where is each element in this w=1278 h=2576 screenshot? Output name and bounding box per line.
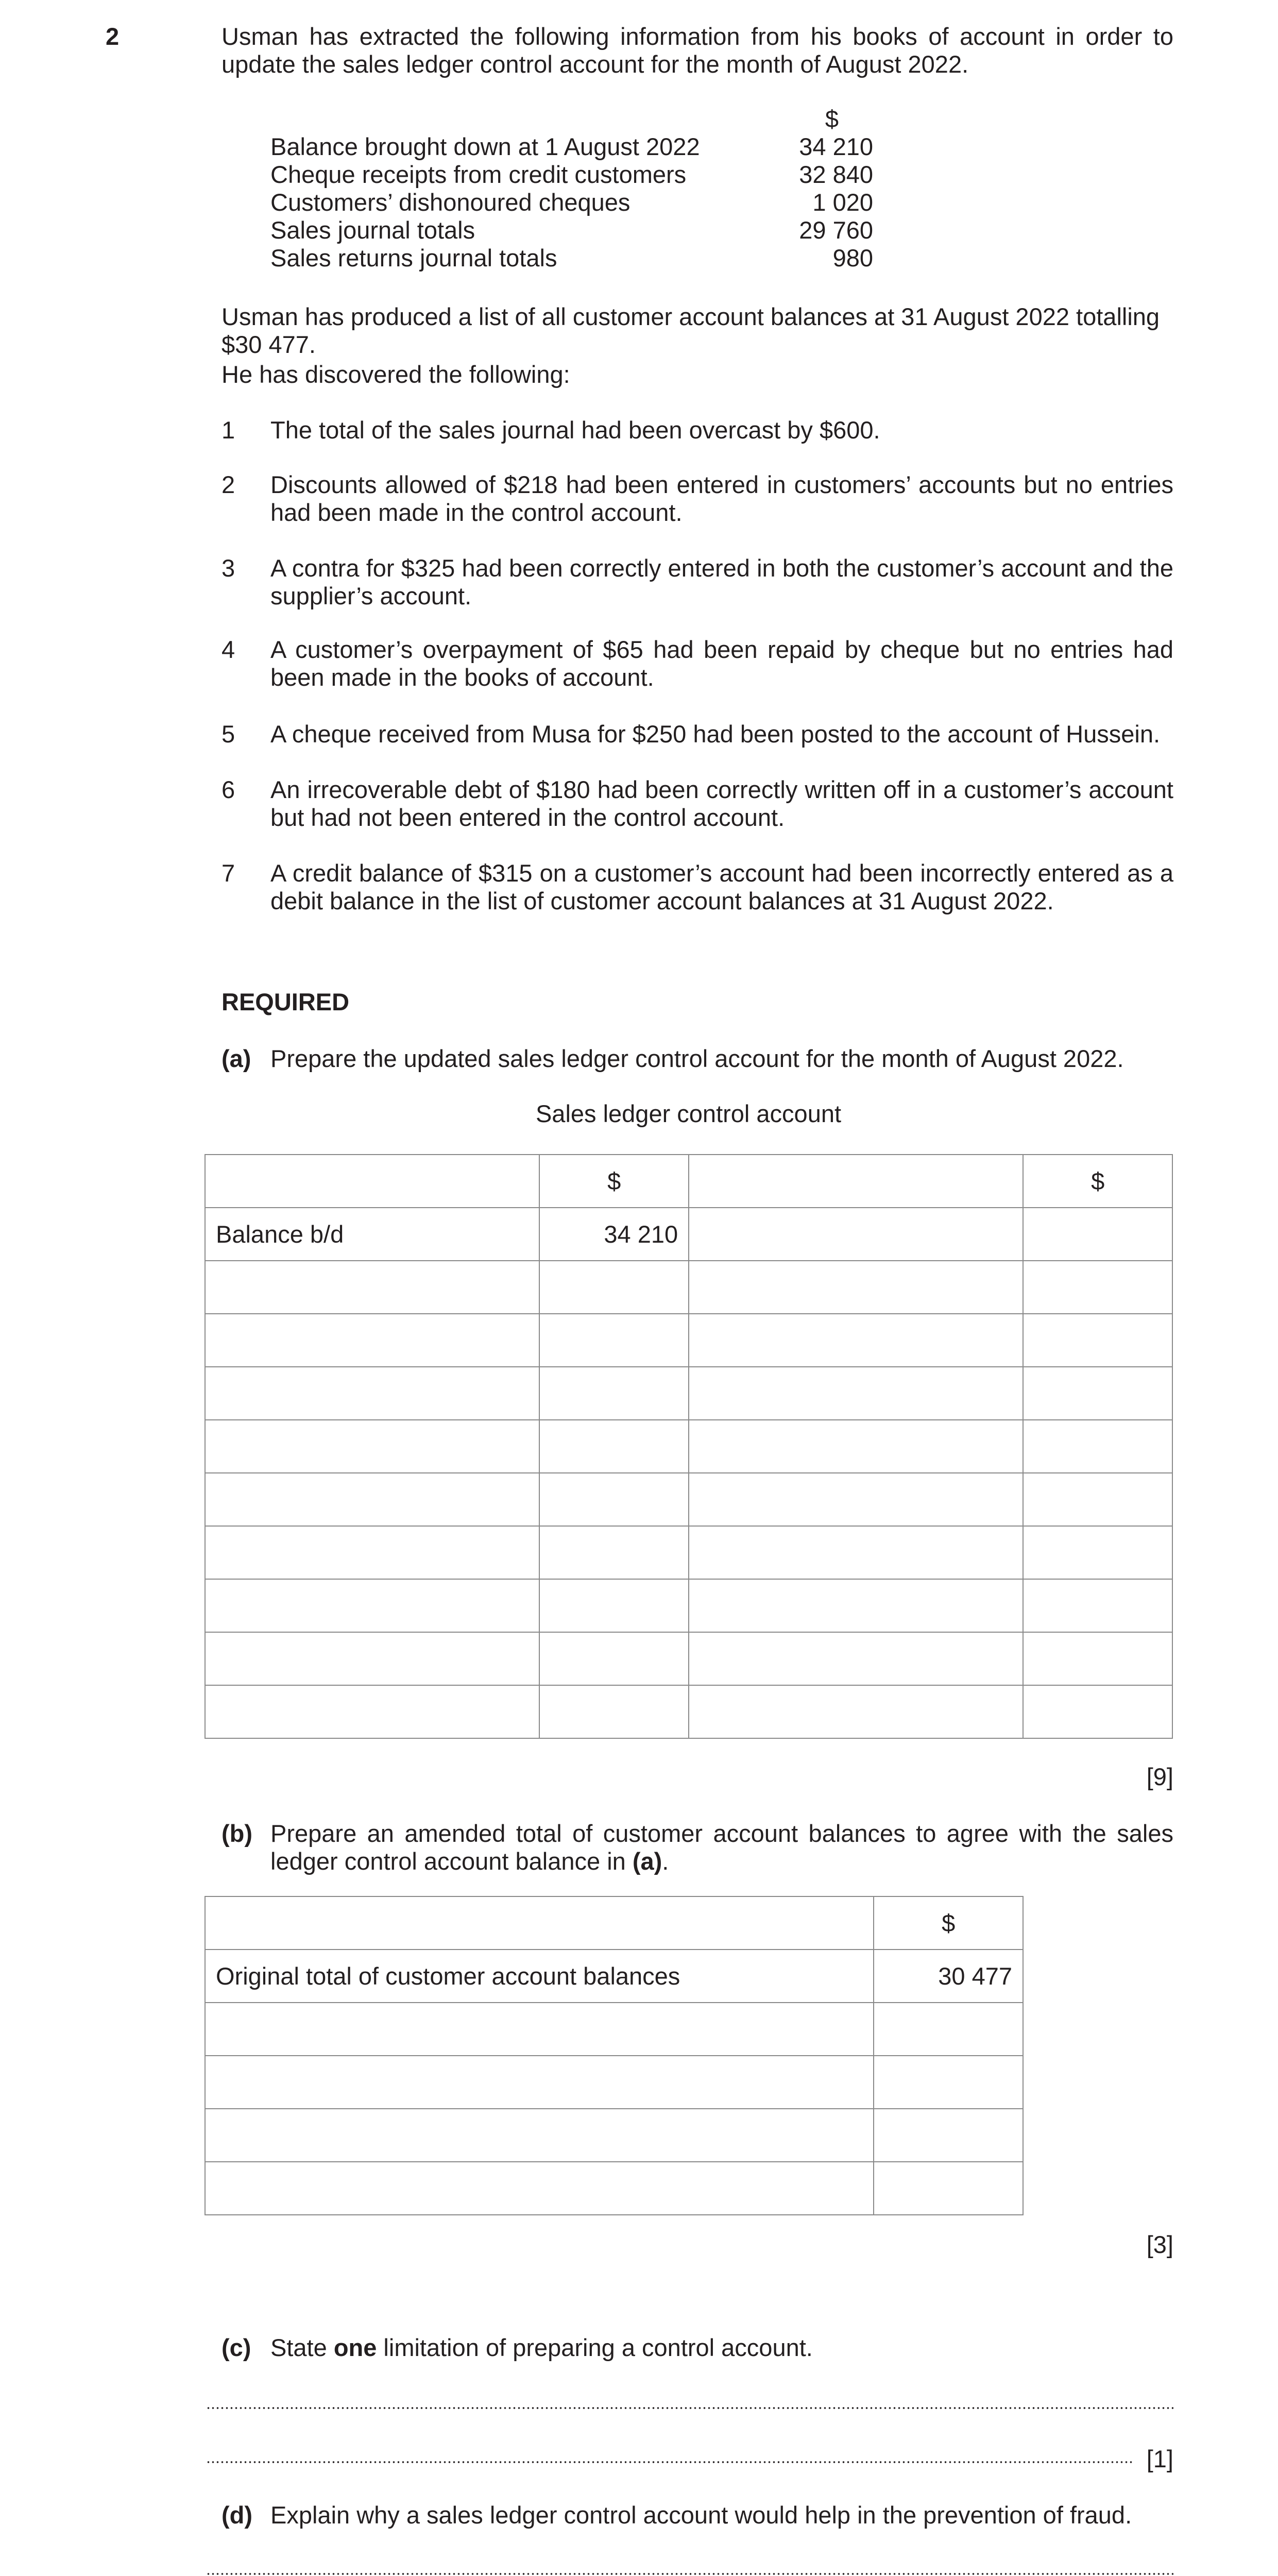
ledger-balance-value: 34 210 bbox=[539, 1208, 689, 1261]
ledger-cell bbox=[689, 1685, 1023, 1738]
ledger-row bbox=[205, 1579, 1172, 1632]
ledger-cell bbox=[539, 1420, 689, 1473]
ledger-cell bbox=[689, 1579, 1023, 1632]
item-text: A cheque received from Musa for $250 had been posted to the account of Hussein. bbox=[270, 720, 1161, 748]
amended-cell bbox=[874, 2162, 1023, 2215]
ledger-cell bbox=[1023, 1579, 1172, 1632]
balance-row bbox=[270, 216, 873, 244]
ledger-cell bbox=[539, 1579, 689, 1632]
ledger-cell bbox=[689, 1208, 1023, 1261]
amended-original-value: 30 477 bbox=[874, 1950, 1023, 2003]
ledger-cell bbox=[539, 1314, 689, 1367]
ledger-cell bbox=[539, 1473, 689, 1526]
part-c-marks: [1] bbox=[1146, 2445, 1173, 2472]
part-c-text-end: limitation of preparing a control account. bbox=[377, 2334, 813, 2361]
part-b-text-end: . bbox=[662, 1848, 669, 1875]
part-b-text-ref: (a) bbox=[632, 1848, 662, 1875]
part-c-text bbox=[270, 2334, 1173, 2362]
part-d-text: Explain why a sales ledger control account would help in the prevention of fraud. bbox=[270, 2501, 1132, 2529]
ledger-row bbox=[205, 1314, 1172, 1367]
ledger-cell bbox=[1023, 1420, 1172, 1473]
ledger-cell bbox=[1023, 1685, 1172, 1738]
ledger-cell bbox=[205, 1473, 539, 1526]
item-text: An irrecoverable debt of $180 had been correctly written off in a customer’s account but had not been entered in the control account. bbox=[270, 776, 1173, 831]
item-text: The total of the sales journal had been overcast by $600. bbox=[270, 416, 880, 444]
balances-currency-header: $ bbox=[825, 105, 839, 132]
ledger-cell bbox=[689, 1526, 1023, 1579]
ledger-cell bbox=[689, 1261, 1023, 1314]
ledger-balance-label: Balance b/d bbox=[205, 1208, 539, 1261]
ledger-cell bbox=[689, 1314, 1023, 1367]
balance-row bbox=[270, 161, 873, 189]
amended-cell bbox=[874, 2056, 1023, 2109]
ledger-cell bbox=[1023, 1367, 1172, 1420]
amended-row bbox=[205, 2109, 1023, 2162]
ledger-cell bbox=[539, 1367, 689, 1420]
amended-cell bbox=[205, 2056, 874, 2109]
balance-value: 34 210 bbox=[799, 133, 873, 160]
amended-original-label: Original total of customer account balances bbox=[205, 1950, 874, 2003]
part-b-text bbox=[270, 1820, 1173, 1875]
balance-row bbox=[270, 133, 873, 161]
ledger-cell bbox=[205, 1314, 539, 1367]
ledger-cell bbox=[205, 1420, 539, 1473]
item-number: 1 bbox=[221, 416, 235, 444]
amended-row bbox=[205, 2003, 1023, 2056]
answer-line[interactable] bbox=[206, 2461, 1133, 2463]
question-intro: Usman has extracted the following information from his books of account in order to update the sales ledger control account for the month of August 2022. bbox=[221, 23, 1173, 78]
ledger-cell bbox=[1023, 1632, 1172, 1685]
part-c-text-emphasis: one bbox=[333, 2334, 377, 2361]
balance-row bbox=[270, 189, 873, 216]
item-number: 4 bbox=[221, 636, 235, 663]
ledger-cell bbox=[205, 1632, 539, 1685]
ledger-cell bbox=[1023, 1473, 1172, 1526]
ledger-cell bbox=[205, 1685, 539, 1738]
ledger-cell bbox=[1023, 1261, 1172, 1314]
ledger-cell bbox=[539, 1261, 689, 1314]
ledger-cell bbox=[205, 1526, 539, 1579]
item-text: A customer’s overpayment of $65 had been repaid by cheque but no entries had been made in the books of account. bbox=[270, 636, 1173, 691]
ledger-row bbox=[205, 1208, 1172, 1261]
amended-cell bbox=[205, 2162, 874, 2215]
item-number: 7 bbox=[221, 859, 235, 887]
balance-label: Cheque receipts from credit customers bbox=[270, 161, 687, 188]
ledger-row bbox=[205, 1685, 1172, 1738]
part-c-text-start: State bbox=[270, 2334, 334, 2361]
item-number: 6 bbox=[221, 776, 235, 803]
ledger-cell bbox=[205, 1261, 539, 1314]
required-heading: REQUIRED bbox=[221, 988, 350, 1015]
amended-currency: $ bbox=[874, 1896, 1023, 1950]
ledger-row bbox=[205, 1632, 1172, 1685]
part-b-text-main: Prepare an amended total of customer account balances to agree with the sales ledger control account balance in bbox=[270, 1820, 1173, 1875]
ledger-cell bbox=[539, 1526, 689, 1579]
ledger-cell bbox=[539, 1685, 689, 1738]
ledger-cell bbox=[689, 1155, 1023, 1208]
balance-value: 29 760 bbox=[799, 216, 873, 244]
item-text: A credit balance of $315 on a customer’s account had been incorrectly entered as a debit balance in the list of customer account balances at 31 August 2022. bbox=[270, 859, 1173, 914]
ledger-row bbox=[205, 1420, 1172, 1473]
ledger-row bbox=[205, 1526, 1172, 1579]
discovered-heading: He has discovered the following: bbox=[221, 361, 570, 388]
balance-value: 980 bbox=[832, 244, 873, 272]
ledger-header-row bbox=[205, 1155, 1172, 1208]
amended-row bbox=[205, 2056, 1023, 2109]
amended-cell bbox=[205, 1896, 874, 1950]
amended-row bbox=[205, 2162, 1023, 2215]
ledger-row bbox=[205, 1473, 1172, 1526]
item-text: Discounts allowed of $218 had been entered in customers’ accounts but no entries had been made in the control account. bbox=[270, 471, 1173, 526]
part-a-marks: [9] bbox=[1146, 1763, 1173, 1790]
amended-cell bbox=[874, 2109, 1023, 2162]
amended-balances-table bbox=[205, 1896, 1024, 2215]
sales-ledger-control-table bbox=[205, 1154, 1173, 1739]
ledger-debit-currency: $ bbox=[539, 1155, 689, 1208]
ledger-cell bbox=[689, 1367, 1023, 1420]
item-number: 3 bbox=[221, 554, 235, 582]
ledger-row bbox=[205, 1261, 1172, 1314]
part-d-label: (d) bbox=[221, 2501, 253, 2529]
customer-list-total: Usman has produced a list of all customer account balances at 31 August 2022 totalling $30 477. bbox=[221, 303, 1160, 358]
amended-cell bbox=[205, 2109, 874, 2162]
part-a-label: (a) bbox=[221, 1045, 251, 1072]
balances-list bbox=[270, 133, 873, 272]
answer-line[interactable] bbox=[206, 2407, 1173, 2409]
ledger-cell bbox=[689, 1473, 1023, 1526]
ledger-cell bbox=[689, 1420, 1023, 1473]
question-number: 2 bbox=[106, 23, 120, 50]
ledger-cell bbox=[539, 1632, 689, 1685]
balance-value: 1 020 bbox=[812, 189, 873, 216]
balance-value: 32 840 bbox=[799, 161, 873, 188]
ledger-cell bbox=[1023, 1526, 1172, 1579]
ledger-cell bbox=[1023, 1314, 1172, 1367]
item-number: 5 bbox=[221, 720, 235, 748]
part-c-label: (c) bbox=[221, 2334, 251, 2361]
amended-cell bbox=[205, 2003, 874, 2056]
balance-label: Customers’ dishonoured cheques bbox=[270, 189, 631, 216]
balance-row bbox=[270, 244, 873, 272]
ledger-cell bbox=[205, 1367, 539, 1420]
part-a-text: Prepare the updated sales ledger control account for the month of August 2022. bbox=[270, 1045, 1124, 1072]
ledger-cell bbox=[689, 1632, 1023, 1685]
ledger-cell bbox=[205, 1579, 539, 1632]
balance-label: Balance brought down at 1 August 2022 bbox=[270, 133, 700, 160]
amended-row bbox=[205, 1950, 1023, 2003]
item-text: A contra for $325 had been correctly entered in both the customer’s account and the supplier’s account. bbox=[270, 554, 1173, 609]
balance-label: Sales returns journal totals bbox=[270, 244, 557, 272]
balance-label: Sales journal totals bbox=[270, 216, 475, 244]
ledger-row bbox=[205, 1367, 1172, 1420]
item-number: 2 bbox=[221, 471, 235, 498]
ledger-credit-currency: $ bbox=[1023, 1155, 1172, 1208]
part-b-label: (b) bbox=[221, 1820, 253, 1847]
ledger-cell bbox=[1023, 1208, 1172, 1261]
amended-header-row bbox=[205, 1896, 1023, 1950]
answer-line[interactable] bbox=[206, 2573, 1173, 2575]
part-b-marks: [3] bbox=[1146, 2231, 1173, 2258]
ledger-cell bbox=[205, 1155, 539, 1208]
ledger-table-title: Sales ledger control account bbox=[535, 1100, 842, 1127]
amended-cell bbox=[874, 2003, 1023, 2056]
